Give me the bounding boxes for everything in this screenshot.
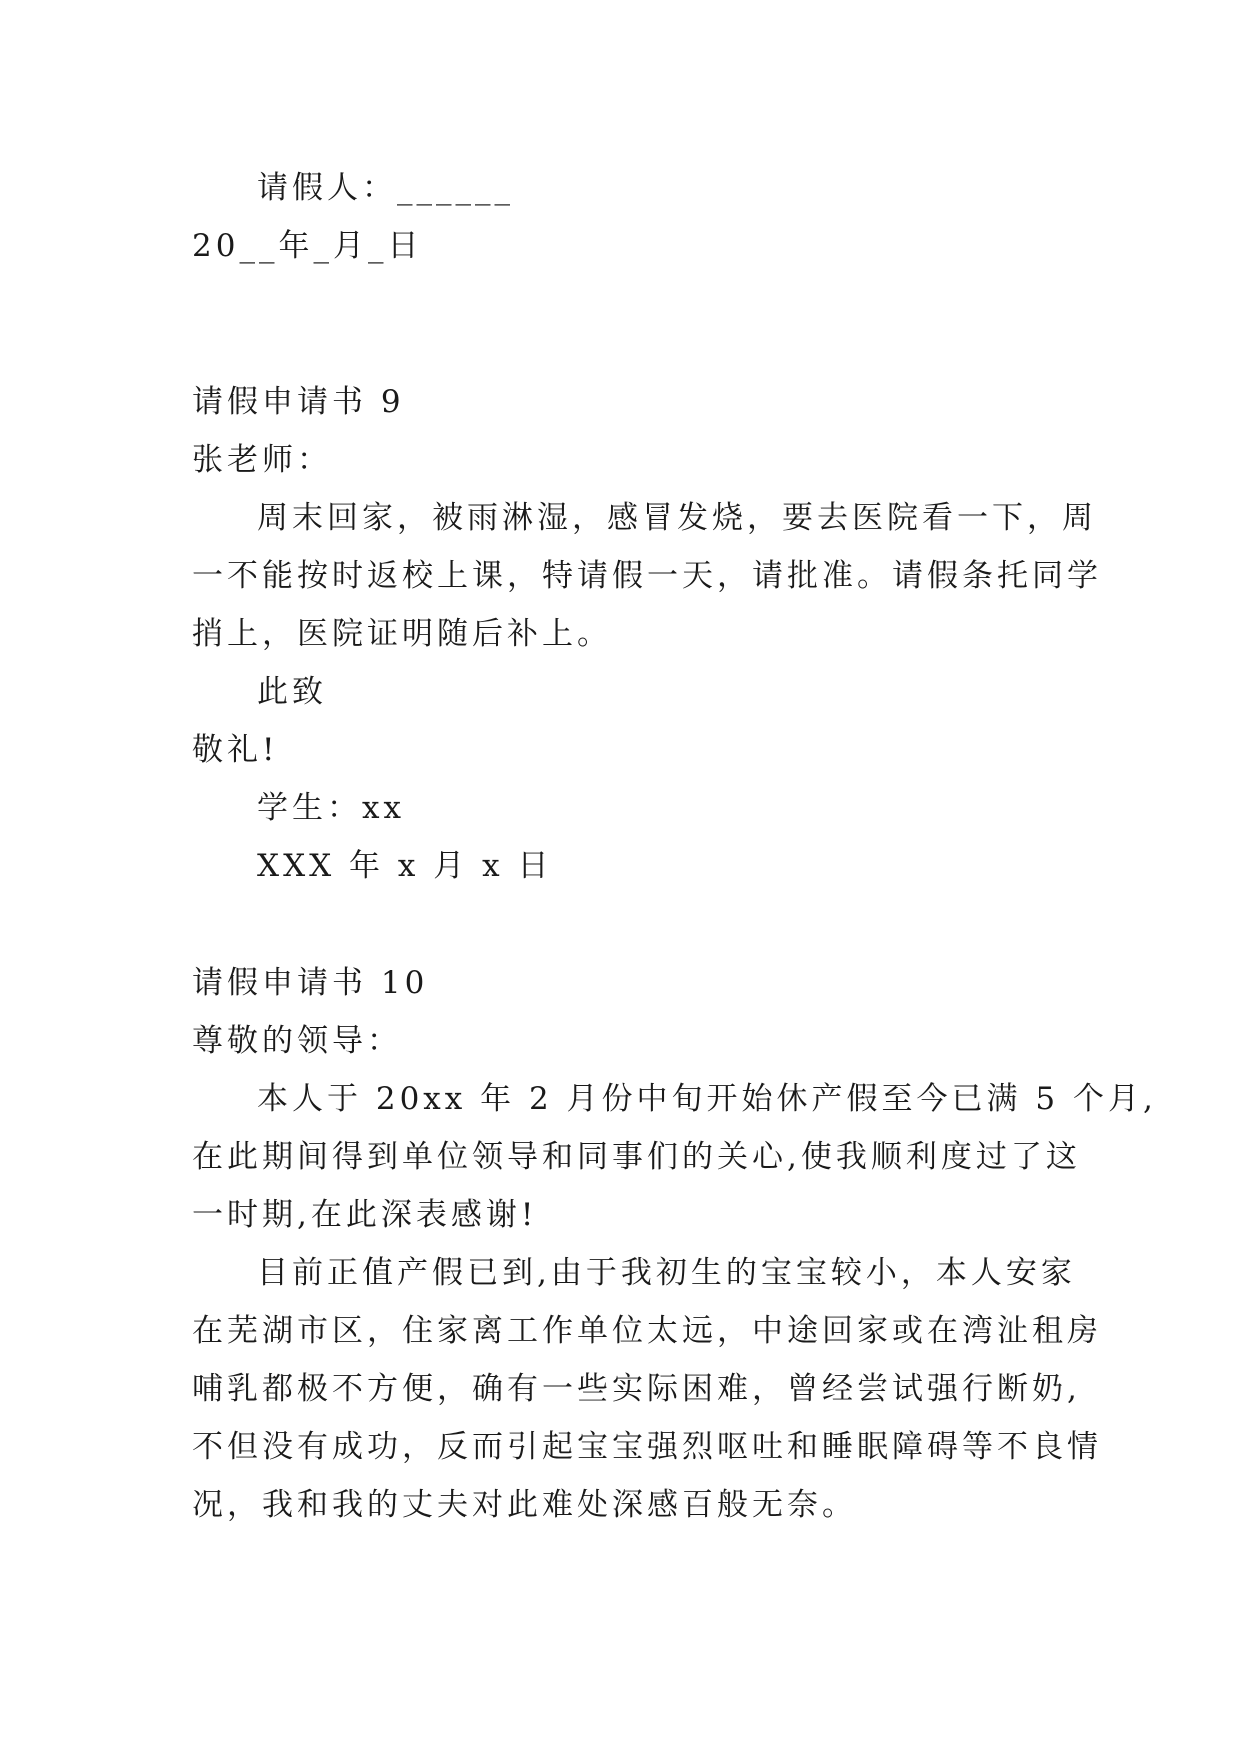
letter10-para2-line: 目前正值产假已到,由于我初生的宝宝较小，本人安家 xyxy=(257,1255,1076,1291)
letter10-para1-line: 在此期间得到单位领导和同事们的关心,使我顺利度过了这 xyxy=(192,1139,1081,1175)
letter9-body-line: 周末回家，被雨淋湿，感冒发烧，要去医院看一下，周 xyxy=(257,500,1097,536)
letter10-salutation: 尊敬的领导： xyxy=(192,1023,402,1059)
letter9-signature: 学生：xx xyxy=(257,790,405,826)
letter9-date: XXX 年 x 月 x 日 xyxy=(257,848,553,884)
letter9-body-line: 一不能按时返校上课，特请假一天，请批准。请假条托同学 xyxy=(192,558,1102,594)
letter10-para1-line: 一时期,在此深表感谢! xyxy=(192,1197,538,1233)
letter9-closing-cizhi: 此致 xyxy=(257,674,327,710)
letter9-closing-jingli: 敬礼! xyxy=(192,732,279,768)
letter9-body-line: 捎上，医院证明随后补上。 xyxy=(192,616,612,652)
letter10-para2-line: 在芜湖市区，住家离工作单位太远，中途回家或在湾沚租房 xyxy=(192,1313,1102,1349)
letter10-para1-line: 本人于 20xx 年 2 月份中旬开始休产假至今已满 5 个月, xyxy=(257,1081,1157,1117)
letter10-para2-line: 况，我和我的丈夫对此难处深感百般无奈。 xyxy=(192,1487,857,1523)
letter10-para2-line: 哺乳都极不方便，确有一些实际困难，曾经尝试强行断奶, xyxy=(192,1371,1081,1407)
letter10-para2-line: 不但没有成功，反而引起宝宝强烈呕吐和睡眠障碍等不良情 xyxy=(192,1429,1102,1465)
letter9-title: 请假申请书 9 xyxy=(192,384,405,420)
letter10-title: 请假申请书 10 xyxy=(192,965,429,1001)
date-line: 20__年_月_日 xyxy=(192,228,423,264)
letter9-salutation: 张老师： xyxy=(192,442,332,478)
applicant-signature-line: 请假人：______ xyxy=(257,170,514,206)
